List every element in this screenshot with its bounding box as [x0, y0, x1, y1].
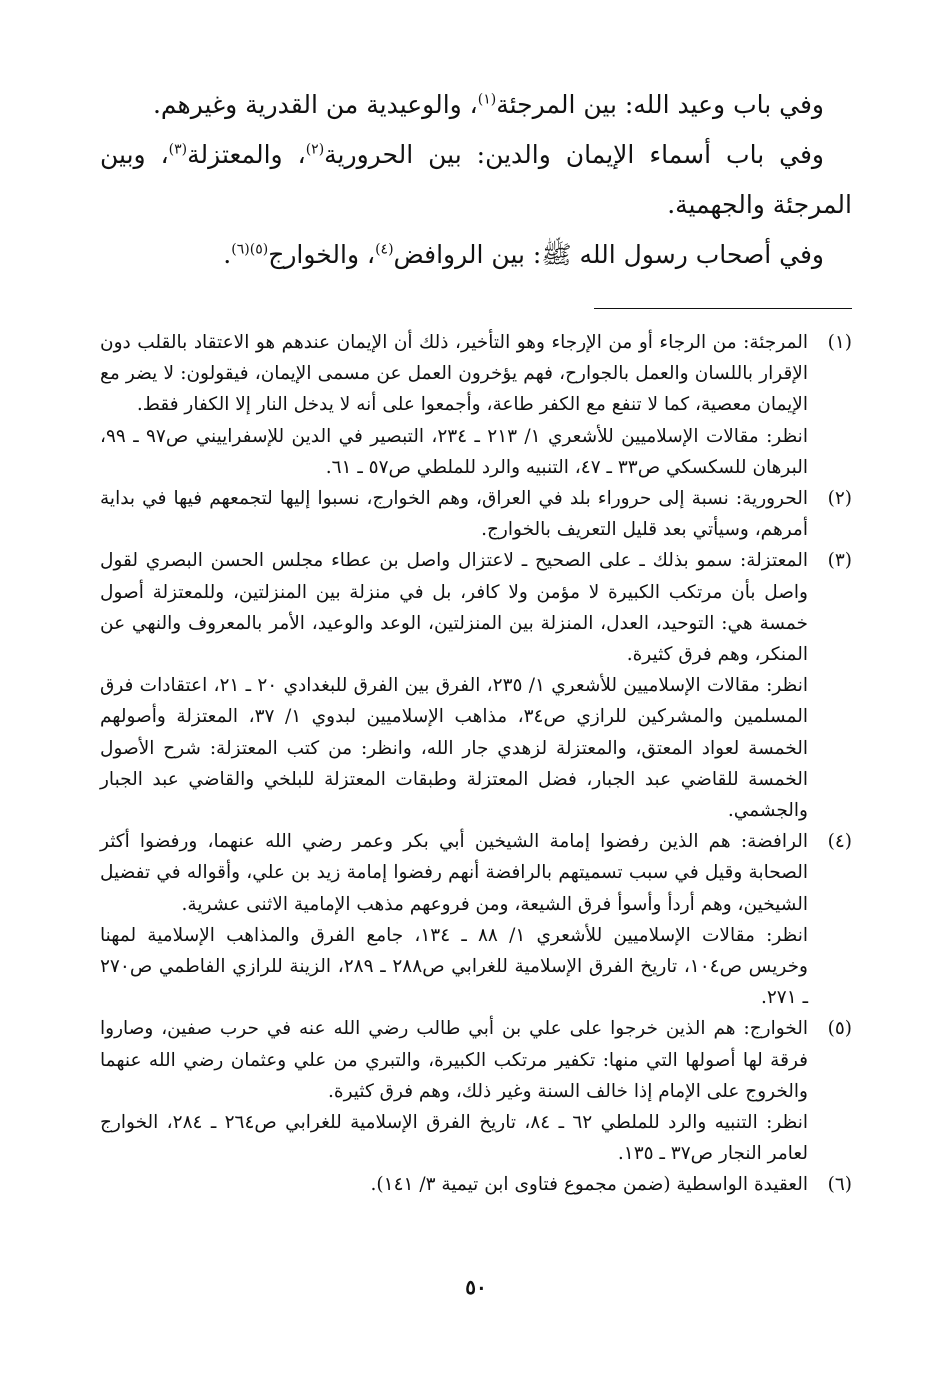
footnote-number: (١): [827, 332, 852, 353]
footnote-text: العقيدة الواسطية (ضمن مجموع فتاوى ابن تيمية ٣/ ١٤١).: [370, 1174, 808, 1196]
footnote-5: [100, 1013, 852, 1169]
footnote-ref-1[interactable]: (١): [477, 91, 497, 108]
footnote-text: المعتزلة: سمو بذلك ـ على الصحيح ـ لاعتزال واصل بن عطاء مجلس الحسن البصري لقول واصل بأن مرتكب الكبيرة لا مؤمن ولا كافر، بل في منزلة بين المنزلتين، وللمعتزلة أصول خمسة هي: التوحيد، العدل، المنزلة بين المنزلتين، الوعد والوعيد، الأمر بالمعروف والنهي عن المنكر، وهم فرق كثيرة.: [100, 550, 808, 666]
footnote-4: [100, 826, 852, 1013]
document-page: [100, 80, 852, 1201]
footnote-3: [100, 545, 852, 826]
main-paragraph-3: وفي أصحاب رسول الله ﷺ: بين الروافض$^{(٤)}$، والخوارج$^{(٥)(٦)}$.: [223, 240, 824, 269]
footnote-ref-2[interactable]: (٢): [305, 141, 325, 158]
page-number: ٥٠: [465, 1275, 487, 1299]
footnote-body: [100, 1013, 808, 1169]
footnote-number: (٥): [827, 1018, 852, 1040]
footnote-number: (٤): [827, 831, 852, 853]
footnote-references: انظر: مقالات الإسلاميين للأشعري ١/ ٨٨ ـ ١٣٤، جامع الفرق والمذاهب الإسلامية لمهنا وخريس ص١٠٤، تاريخ الفرق الإسلامية للغرابي ص٢٨٨ ـ ٢٨٩، الزينة للرازي الفاطمي ص٢٧٠ ـ ٢٧١.: [100, 924, 808, 1009]
footnote-body: [100, 483, 808, 545]
footnote-references: انظر: مقالات الإسلاميين للأشعري ١/ ٢١٣ ـ ٢٣٤، التبصير في الدين للإسفراييني ص٩٧ ـ ٩٩، البرهان للسكسكي ص٣٣ ـ ٤٧، التنبيه والرد للملطي ص٥٧ ـ ٦١.: [100, 425, 808, 478]
footnote-ref-4[interactable]: (٤): [375, 241, 394, 258]
footnote-number: (٢): [827, 488, 852, 510]
footnote-text: الخوارج: هم الذين خرجوا على علي بن أبي طالب رضي الله عنه في حرب صفين، وصاروا فرقة لها أصولها التي منها: تكفير مرتكب الكبيرة، والتبري من علي وعثمان رضي الله عنهما والخروج على الإمام إذا خالف السنة وغير ذلك، وهم فرق كثيرة.: [100, 1018, 808, 1102]
footnote-number: (٦): [827, 1174, 852, 1196]
footnote-text: الحرورية: نسبة إلى حروراء بلد في العراق، وهم الخوارج، نسبوا إليها لتجمعهم فيها في بداية أمرهم، وسيأتي بعد قليل التعريف بالخوارج.: [100, 488, 808, 541]
footnote-ref-3[interactable]: (٣): [168, 141, 188, 158]
footnote-references: انظر: التنبيه والرد للملطي ٦٢ ـ ٨٤، تاريخ الفرق الإسلامية للغرابي ص٢٦٤ ـ ٢٨٤، الخوارج لعامر النجار ص٣٧ ـ ١٣٥.: [100, 1112, 808, 1165]
footnote-references: انظر: مقالات الإسلاميين للأشعري ١/ ٢٣٥، الفرق بين الفرق للبغدادي ٢٠ ـ ٢١، اعتقادات فرق المسلمين والمشركين للرازي ص٣٤، مذاهب الإسلاميين لبدوي ١/ ٣٧، المعتزلة وأصولهم الخمسة لعواد المعتق، والمعتزلة لزهدي جار الله، وانظر: من كتب المعتزلة: شرح الأصول الخمسة للقاضي عبد الجبار، فضل المعتزلة وطبقات المعتزلة للبلخي والقاضي عبد الجبار والجشمي.: [100, 675, 808, 822]
footnote-2: [100, 483, 852, 545]
main-paragraph-1: وفي باب وعيد الله: بين المرجئة$^{(١)}$، والوعيدية من القدرية وغيرهم.: [152, 90, 824, 119]
main-text: [100, 80, 852, 280]
footnote-separator: [594, 308, 852, 309]
footnote-body: [100, 1169, 808, 1200]
footnote-text: المرجئة: من الرجاء أو من الإرجاء وهو التأخير، ذلك أن الإيمان عندهم هو الاعتقاد بالقلب دون الإقرار باللسان والعمل بالجوارح، فهم يؤخرون العمل عن مسمى الإيمان، فيقولون: لا يضر مع الإيمان معصية، كما لا تنفع مع الكفر طاعة، وأجمعوا على أنه لا يدخل النار إلا الكفار فقط.: [100, 332, 808, 416]
main-paragraph-2: وفي باب أسماء الإيمان والدين: بين الحرورية$^{(٢)}$، والمعتزلة$^{(٣)}$، وبين المرجئة والجهمية.: [100, 140, 852, 219]
footnote-1: [100, 327, 852, 483]
footnotes: [100, 327, 852, 1201]
footnote-6: [100, 1169, 852, 1200]
footnote-body: [100, 327, 808, 483]
footnote-ref-5[interactable]: (٥): [249, 241, 269, 258]
footnote-body: [100, 826, 808, 1013]
footnote-number: (٣): [827, 550, 852, 572]
footnote-body: [100, 545, 808, 826]
footnote-ref-6[interactable]: (٦): [231, 241, 250, 258]
footnote-text: الرافضة: هم الذين رفضوا إمامة الشيخين أبي بكر وعمر رضي الله عنهما، ورفضوا أكثر الصحابة وقيل في سبب تسميتهم بالرافضة أنهم رفضوا إمامة زيد بن علي، وأقواله في تفضيل الشيخين، وهم أردأ وأسوأ فرق الشيعة، ومن فروعهم مذهب الإمامية الاثنى عشرية.: [100, 831, 808, 915]
